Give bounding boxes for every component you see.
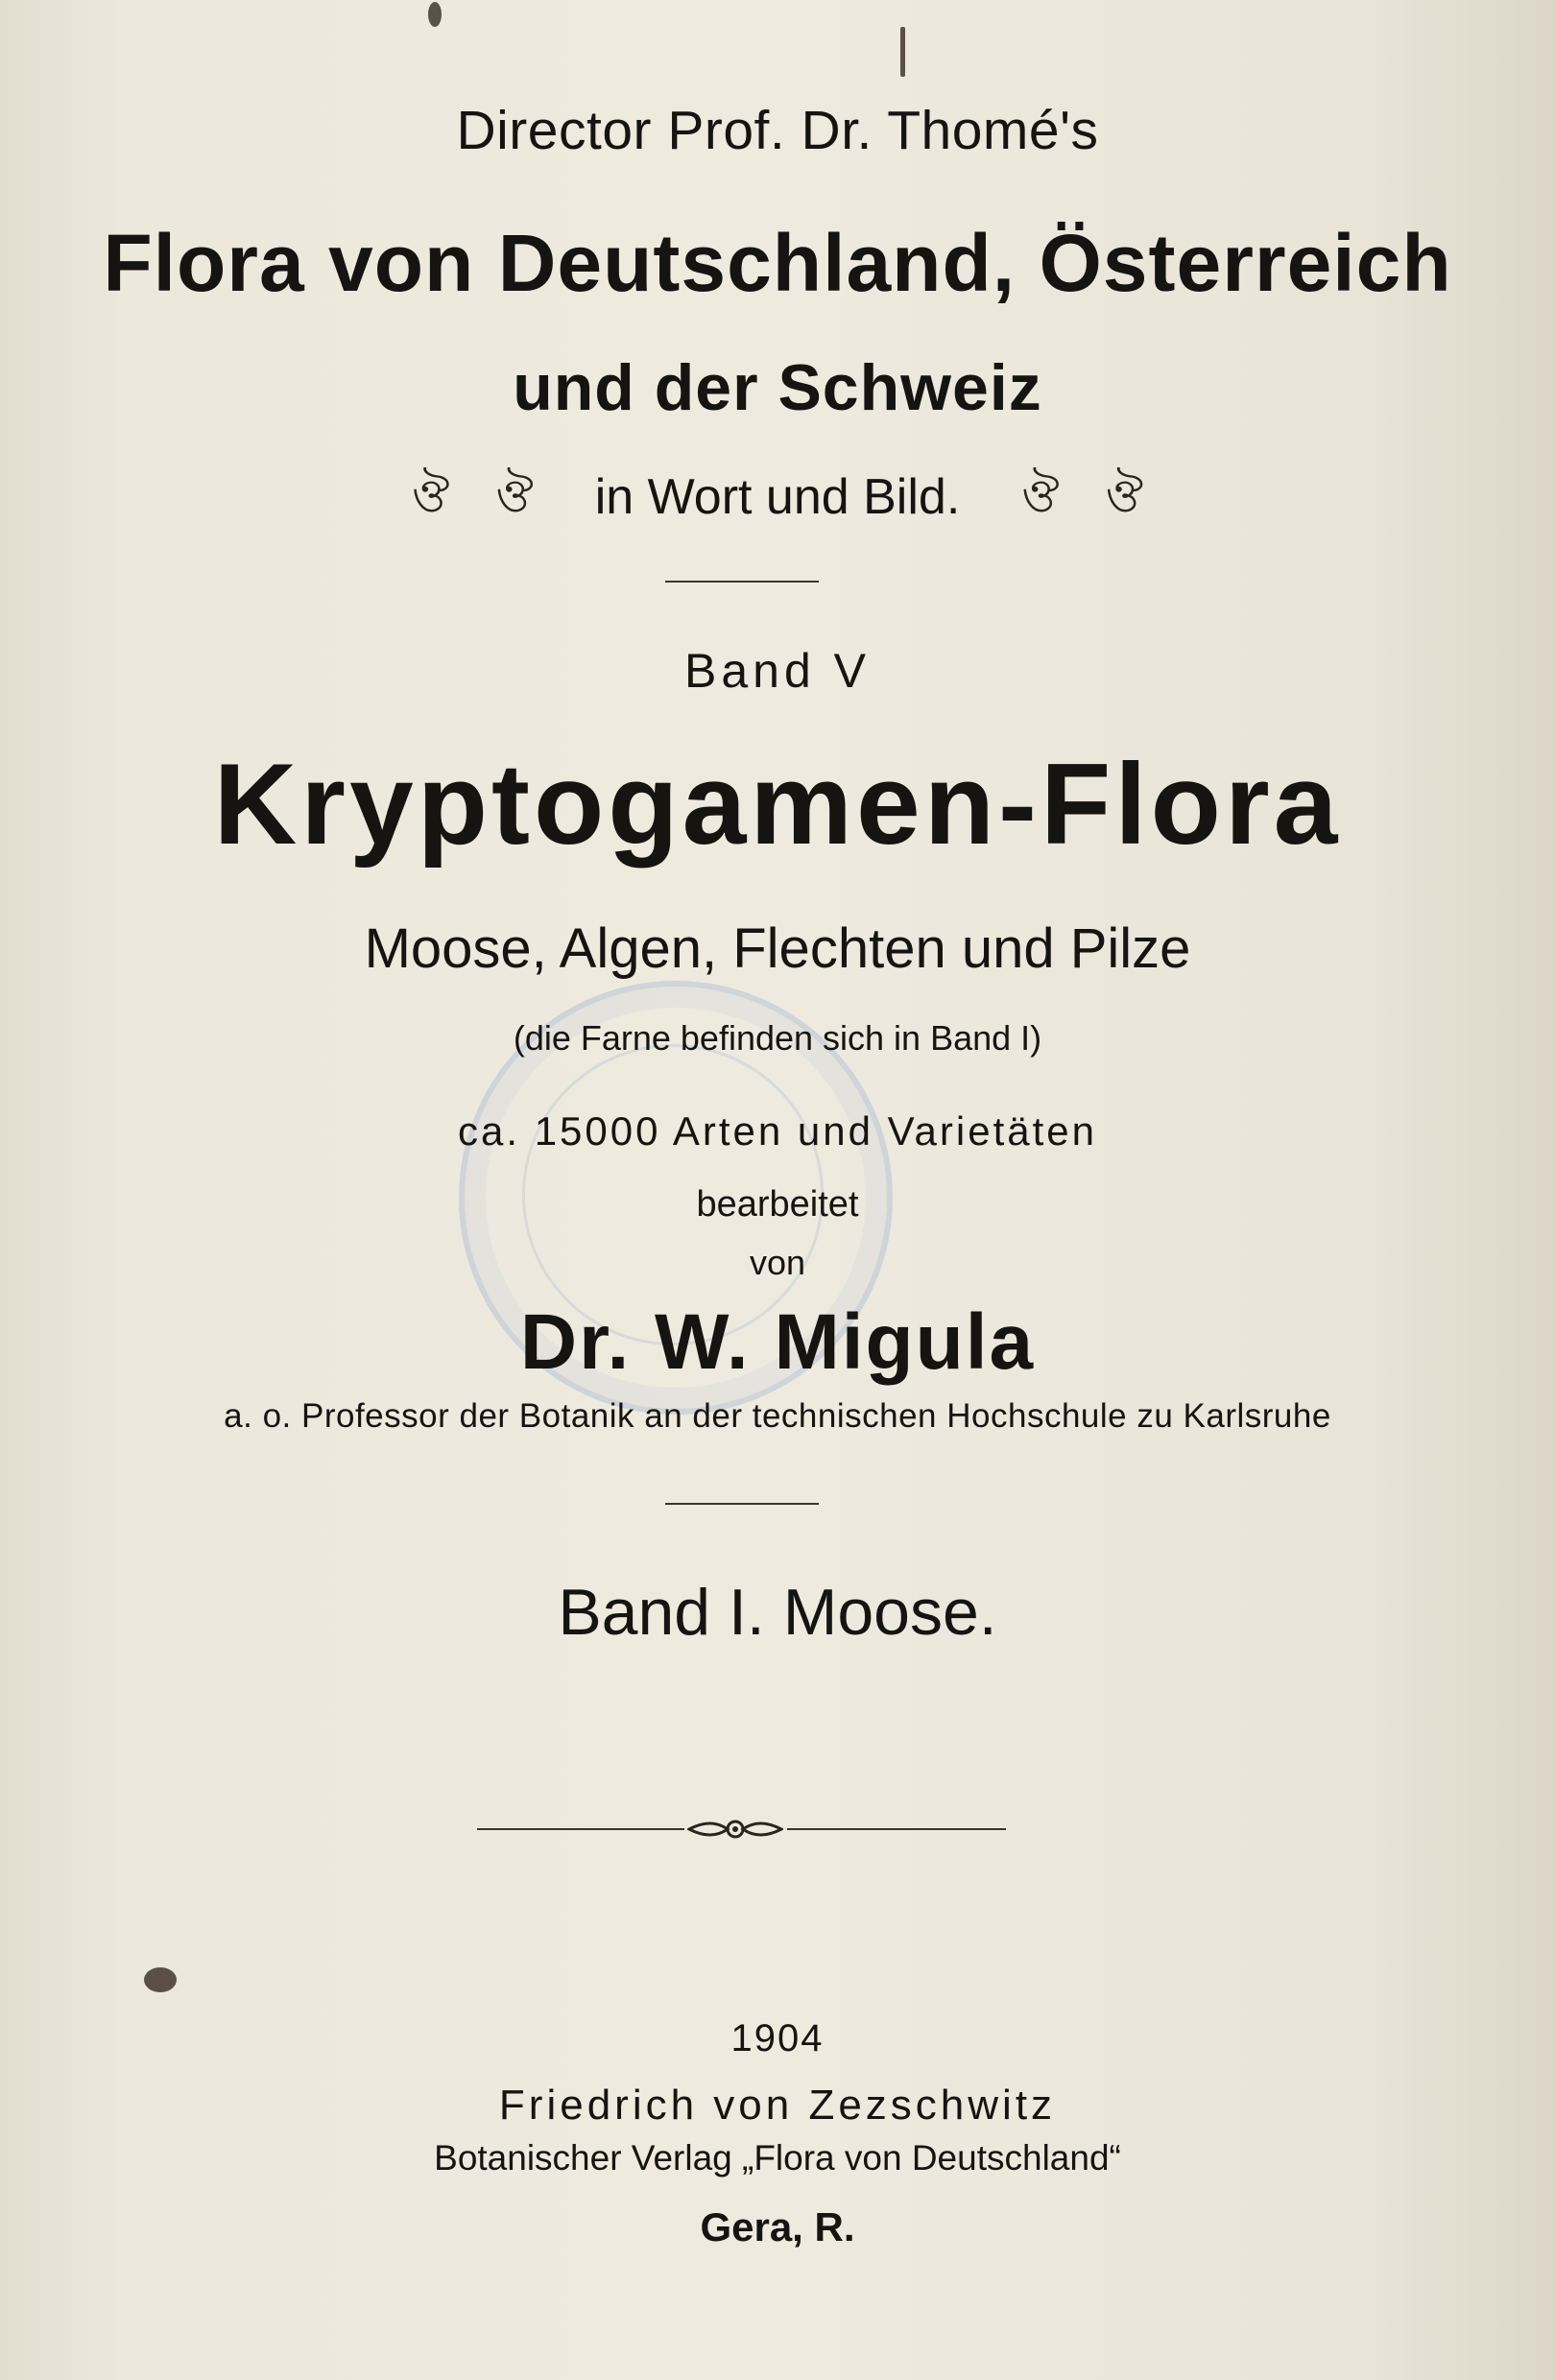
ink-spot: [900, 27, 905, 77]
editor-line: Director Prof. Dr. Thomé's: [456, 100, 1099, 161]
place: Gera, R.: [700, 2204, 855, 2249]
imprint-name: Botanischer Verlag „Flora von Deutschland“: [434, 2138, 1121, 2178]
publisher: Friedrich von Zezschwitz: [498, 2082, 1057, 2129]
band-label: Band V: [683, 644, 871, 698]
part-label: Band I. Moose.: [558, 1576, 997, 1649]
author-name: Dr. W. Migula: [519, 1298, 1036, 1386]
edited-by: bearbeitet: [696, 1184, 859, 1225]
main-title: Kryptogamen-Flora: [213, 740, 1342, 869]
fleuron-icon: ঔ: [1021, 471, 1060, 522]
species-count: ca. 15000 Arten und Varietäten: [458, 1108, 1097, 1154]
note-line: (die Farne befinden sich in Band I): [513, 1018, 1042, 1058]
divider: [665, 1503, 819, 1505]
fleuron-icon: ঔ: [495, 471, 534, 522]
fleuron-icon: ঔ: [1105, 471, 1144, 522]
title-line-2: und der Schweiz: [513, 351, 1042, 424]
ornament-icon: [687, 1812, 783, 1846]
by-line: von: [749, 1243, 806, 1282]
title-line-1: Flora von Deutschland, Österreich: [103, 218, 1452, 308]
divider: [665, 581, 819, 583]
fleuron-icon: ঔ: [411, 471, 450, 522]
divider: [787, 1828, 1006, 1830]
contents-line: Moose, Algen, Flechten und Pilze: [364, 917, 1191, 980]
subtitle-row: [0, 469, 1555, 525]
subtitle: in Wort und Bild.: [594, 469, 961, 525]
ink-spot: [144, 1967, 177, 1992]
divider: [477, 1828, 684, 1830]
ink-spot: [428, 2, 442, 27]
year: 1904: [730, 2017, 825, 2059]
author-title: a. o. Professor der Botanik an der technischen Hochschule zu Karlsruhe: [224, 1397, 1331, 1435]
